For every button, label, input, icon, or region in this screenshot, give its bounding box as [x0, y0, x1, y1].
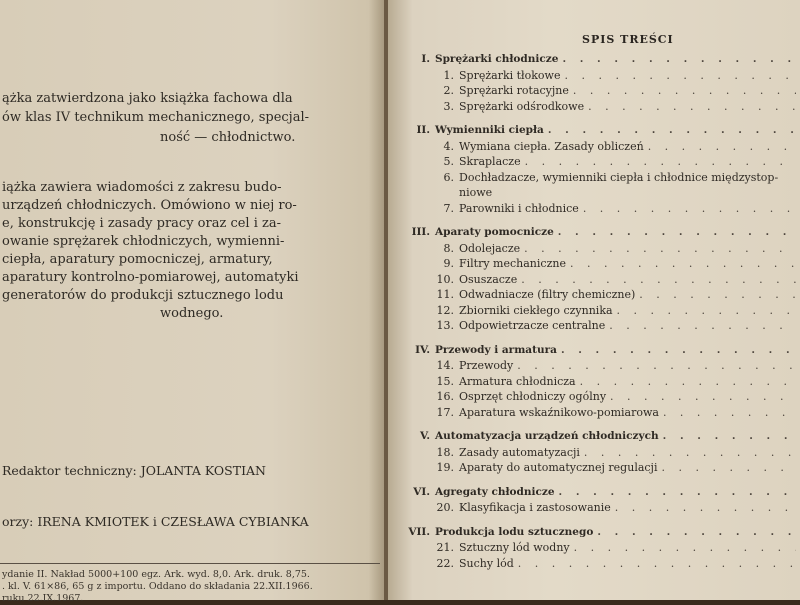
imprint-line-1: ydanie II. Nakład 5000+100 egz. Ark. wyd. 8,0. Ark. druk. 8,75. [2, 569, 310, 580]
leader-dots [648, 140, 796, 153]
entry-title: Armatura chłodnicza [459, 374, 576, 388]
toc-entry [400, 288, 796, 304]
toc-entry [400, 375, 796, 391]
toc-section-heading [400, 124, 796, 140]
leader-dots [609, 319, 796, 332]
approval-line-2: ów klas IV technikum mechanicznego, specjal- [2, 110, 310, 125]
section-title: Wymienniki ciepła [435, 124, 544, 136]
leader-dots [617, 304, 796, 317]
leader-dots [583, 202, 796, 215]
leader-dots [570, 257, 796, 270]
entry-number: 18. [436, 445, 454, 459]
entry-number: 9. [443, 257, 454, 270]
toc-entry [400, 186, 796, 202]
approval-line-1: ążka zatwierdzona jako książka fachowa dla [2, 91, 293, 106]
imprint-line-2: . kl. V. 61×86, 65 g z importu. Oddano do składania 22.XII.1966. [2, 581, 313, 592]
entry-title: Sprężarki odśrodkowe [459, 99, 585, 113]
toc-entry [400, 390, 796, 406]
leader-dots [661, 461, 796, 474]
section-number: VII. [408, 525, 430, 538]
leader-dots [548, 124, 796, 136]
entry-number: 5. [443, 155, 454, 168]
entry-title: Wymiana ciepła. Zasady obliczeń [459, 139, 644, 153]
entry-title: Parowniki i chłodnice [459, 201, 579, 215]
imprint-line-3: ruku 22.IX.1967. [2, 593, 84, 604]
entry-title: Dochładzacze, wymienniki ciepła i chłodnice międzystop- [459, 170, 779, 184]
section-number: III. [411, 226, 430, 238]
entry-number: 16. [436, 390, 454, 403]
entry-number: 6. [443, 170, 454, 184]
entry-title: Odwadniacze (filtry chemiczne) [459, 288, 636, 301]
entry-title: Odolejacze [459, 241, 521, 255]
toc-entry [400, 100, 796, 116]
toc-entry [400, 304, 796, 320]
leader-dots [525, 155, 796, 168]
leader-dots [562, 53, 796, 65]
section-number: V. [420, 430, 430, 442]
toc-entry [400, 257, 796, 273]
toc-section-heading [400, 486, 796, 502]
entry-title: Klasyfikacja i zastosowanie [459, 501, 611, 514]
entry-number: 2. [443, 84, 454, 97]
entry-number: 4. [443, 139, 454, 153]
entry-number: 7. [443, 201, 454, 215]
entry-title: Zasady automatyzacji [459, 445, 580, 459]
entry-title: Sztuczny lód wodny [459, 541, 570, 554]
toc-entry [400, 446, 796, 462]
entry-title: Osuszacze [459, 272, 518, 286]
section-title: Przewody i armatura [435, 343, 557, 356]
toc-section-heading [400, 226, 796, 242]
entry-title: Aparaty do automatycznej regulacji [459, 461, 658, 474]
description-line-6: aparatury kontrolno-pomiarowej, automatyki [2, 270, 299, 285]
section-number: II. [416, 124, 430, 136]
approval-line-3: ność — chłodnictwo. [160, 130, 296, 145]
toc-entry [400, 155, 796, 171]
leader-dots [561, 344, 796, 356]
entry-title: niowe [459, 186, 493, 199]
leader-dots [615, 501, 796, 514]
section-number: VI. [413, 485, 430, 498]
toc-entry [400, 541, 796, 557]
toc-entry [400, 242, 796, 258]
toc-entry [400, 140, 796, 156]
entry-title: Suchy lód [459, 556, 514, 570]
entry-number: 20. [436, 501, 454, 514]
entry-number: 3. [443, 99, 454, 113]
entry-number: 22. [436, 556, 454, 570]
leader-dots [517, 359, 796, 372]
entry-number: 8. [443, 241, 454, 255]
leader-dots [610, 390, 796, 403]
description-line-5: ciepła, aparatury pomocniczej, armatury, [2, 252, 273, 267]
section-title: Automatyzacja urządzeń chłodniczych [435, 430, 659, 442]
leader-dots [584, 446, 796, 459]
toc-section-heading [400, 344, 796, 360]
table-of-contents [400, 53, 796, 581]
description-line-8: wodnego. [160, 306, 224, 321]
entry-number: 11. [436, 288, 454, 301]
entry-title: Aparatura wskaźnikowo-pomiarowa [459, 405, 659, 419]
entry-number: 12. [436, 303, 454, 317]
leader-dots [574, 541, 796, 554]
entry-title: Sprężarki rotacyjne [459, 84, 569, 97]
toc-entry [400, 406, 796, 422]
toc-entry [400, 557, 796, 573]
leader-dots [663, 406, 796, 419]
description-line-3: e, konstrukcję i zasady pracy oraz cel i za- [2, 216, 282, 231]
leader-dots [521, 273, 796, 286]
leader-dots [524, 242, 796, 255]
entry-number: 15. [436, 374, 454, 388]
leader-dots [597, 526, 796, 538]
toc-section-heading [400, 430, 796, 446]
section-title: Agregaty chłodnicze [435, 485, 555, 498]
toc-entry [400, 359, 796, 375]
section-number: IV. [415, 343, 430, 356]
section-title: Aparaty pomocnicze [435, 226, 554, 238]
entry-number: 19. [436, 461, 454, 474]
toc-entry [400, 84, 796, 100]
leader-dots [518, 557, 796, 570]
leader-dots [588, 100, 796, 113]
leader-dots [580, 375, 796, 388]
toc-entry [400, 319, 796, 335]
leader-dots [639, 288, 796, 301]
leader-dots [558, 226, 796, 238]
toc-section-heading [400, 53, 796, 69]
entry-title: Przewody [459, 359, 514, 372]
entry-number: 10. [436, 272, 454, 286]
description-line-7: generatorów do produkcji sztucznego lodu [2, 288, 284, 303]
entry-title: Filtry mechaniczne [459, 257, 566, 270]
entry-title: Osprzęt chłodniczy ogólny [459, 390, 607, 403]
section-title: Sprężarki chłodnicze [435, 53, 559, 65]
entry-number: 13. [436, 319, 454, 332]
entry-number: 14. [436, 359, 454, 372]
toc-entry [400, 202, 796, 218]
technical-editor: Redaktor techniczny: JOLANTA KOSTIAN [2, 463, 266, 478]
toc-entry [400, 69, 796, 85]
proofreaders: orzy: IRENA KMIOTEK i CZESŁAWA CYBIANKA [2, 514, 309, 529]
leader-dots [564, 69, 796, 82]
description-line-4: owanie sprężarek chłodniczych, wymienni- [2, 234, 285, 249]
toc-entry [400, 273, 796, 289]
entry-number: 17. [436, 405, 454, 419]
entry-title: Sprężarki tłokowe [459, 68, 561, 82]
entry-title: Skraplacze [459, 155, 521, 168]
entry-title: Odpowietrzacze centralne [459, 319, 606, 332]
toc-entry [400, 461, 796, 477]
imprint-rule [0, 563, 380, 564]
description-line-2: urządzeń chłodniczych. Omówiono w niej ro- [2, 198, 297, 213]
toc-entry [400, 501, 796, 517]
entry-number: 21. [436, 541, 454, 554]
leader-dots [573, 84, 796, 97]
entry-title: Zbiorniki ciekłego czynnika [459, 303, 613, 317]
leader-dots [559, 486, 796, 498]
section-number: I. [421, 53, 430, 65]
toc-entry [400, 171, 796, 187]
toc-section-heading [400, 526, 796, 542]
toc-title: SPIS TREŚCI [582, 33, 674, 46]
leader-dots [663, 430, 796, 442]
entry-number: 1. [443, 68, 454, 82]
section-title: Produkcja lodu sztucznego [435, 525, 594, 538]
description-line-1: iążka zawiera wiadomości z zakresu budo- [2, 180, 282, 195]
